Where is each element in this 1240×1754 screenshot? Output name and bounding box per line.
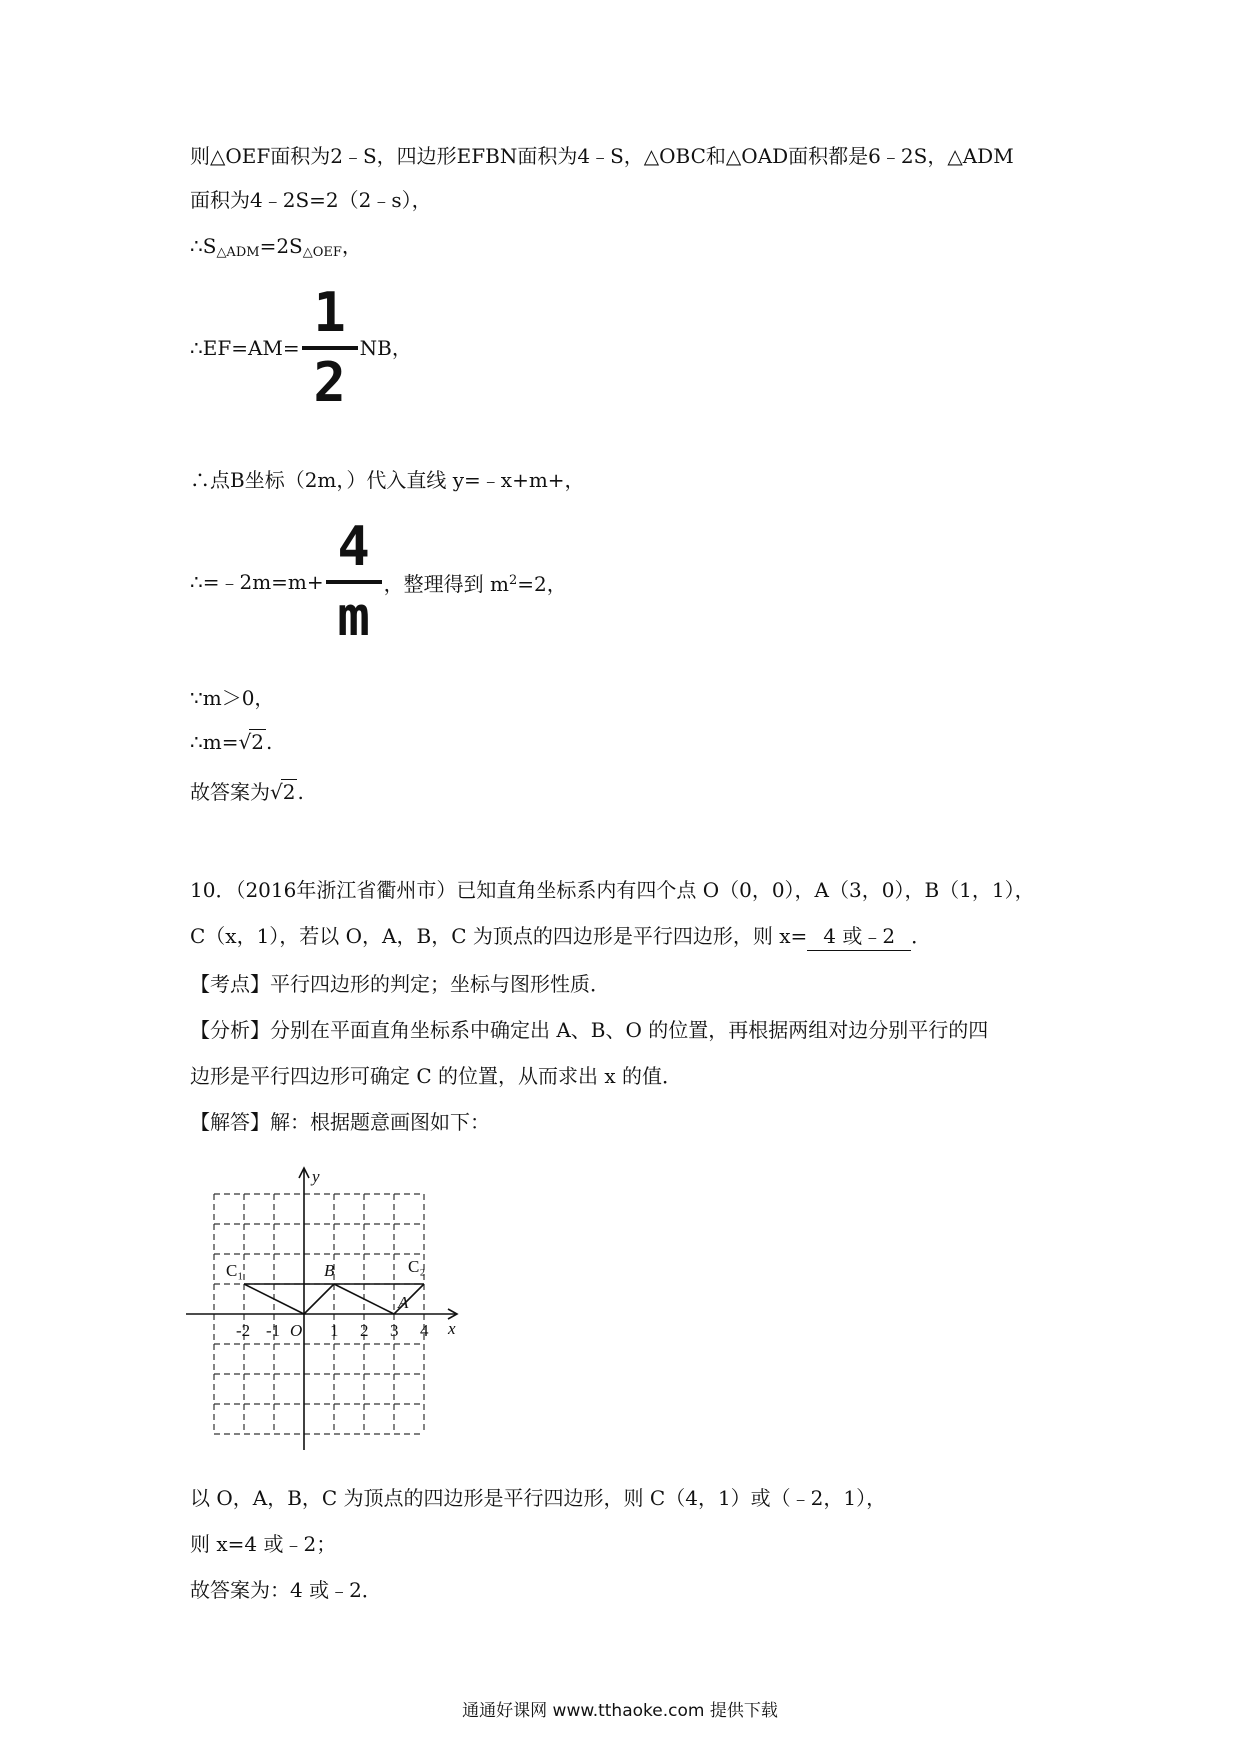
line9-suffix: . <box>297 780 304 804</box>
solution-line-9 <box>190 778 304 806</box>
tick-label: 1 <box>330 1321 339 1340</box>
fraction-bar <box>302 346 358 350</box>
sqrt-2 <box>270 778 297 806</box>
kaodian-text: 平行四边形的判定；坐标与图形性质． <box>270 972 610 996</box>
answer-blank: 4 或﹣2 <box>807 922 911 951</box>
conclusion-line-3: 故答案为：4 或﹣2． <box>190 1578 382 1602</box>
line8-suffix: . <box>265 730 273 754</box>
conclusion-line-1: 以 O，A，B，C 为顶点的四边形是平行四边形，则 C（4，1）或（﹣2，1）， <box>190 1486 887 1510</box>
tick-label: -1 <box>266 1321 281 1340</box>
y-axis-label: y <box>312 1167 320 1186</box>
line6-sup: 2 <box>508 572 518 588</box>
fraction-denominator: m <box>337 585 370 648</box>
solution-line-6 <box>190 515 567 648</box>
page-footer: 通通好课网 www.tthaoke.com 提供下载 <box>462 1701 778 1721</box>
fraction-denominator: 2 <box>313 351 346 414</box>
sqrt-symbol: √ <box>238 730 252 754</box>
fraction-numerator: 1 <box>313 281 346 344</box>
solution-line-3 <box>190 232 362 267</box>
point-label-b: B <box>324 1261 335 1280</box>
tick-label: 4 <box>420 1321 429 1340</box>
line6-suffix: =2， <box>517 571 567 596</box>
line6-prefix: ∴=﹣2m=m+ <box>190 570 324 594</box>
problem10-line2-suffix: ． <box>911 924 932 948</box>
solution-line-1: 则△OEF面积为2﹣S，四边形EFBN面积为4﹣S，△OBC和△OAD面积都是6﹣2S，△ADM <box>190 144 1014 168</box>
kaodian-line <box>190 970 610 998</box>
problem10-line-2 <box>190 922 931 951</box>
line8-prefix: ∴m= <box>190 730 239 754</box>
line3-sub-1: △ADM <box>216 245 260 260</box>
axes <box>186 1168 457 1450</box>
problem10-line2-prefix: C（x，1），若以 O，A，B，C 为顶点的四边形是平行四边形，则 x= <box>190 924 808 948</box>
solution-line-5: ∴点B坐标（2m，）代入直线 y=﹣x+m+， <box>190 468 585 492</box>
line9-prefix: 故答案为 <box>190 780 270 804</box>
line3-suffix: ， <box>341 234 362 258</box>
point-label-a: A <box>398 1293 409 1312</box>
coordinate-graph <box>186 1164 496 1450</box>
jieda-text: 解：根据题意画图如下： <box>270 1110 490 1134</box>
fenxi-line-1 <box>190 1016 988 1044</box>
sqrt-2 <box>238 728 265 756</box>
x-axis-label: x <box>448 1319 456 1338</box>
line6-mid: ，整理得到 m <box>383 571 509 596</box>
line3-sub-2: △OEF <box>302 245 342 260</box>
conclusion-line-2: 则 x=4 或﹣2； <box>190 1532 337 1556</box>
origin-label: O <box>290 1321 303 1340</box>
line3-prefix: ∴S <box>190 234 217 258</box>
tick-label: -2 <box>236 1321 251 1340</box>
fenxi-line-2: 边形是平行四边形可确定 C 的位置，从而求出 x 的值． <box>190 1064 683 1088</box>
kaodian-label: 【考点】 <box>190 972 270 996</box>
solution-line-2: 面积为4﹣2S=2（2﹣s）， <box>190 188 432 212</box>
line3-mid: =2S <box>259 234 303 258</box>
fraction-four-over-m <box>326 515 382 648</box>
fenxi-label: 【分析】 <box>190 1018 270 1042</box>
fraction-one-half <box>302 281 358 414</box>
sqrt-symbol: √ <box>270 780 283 804</box>
fraction-bar <box>326 580 382 584</box>
fenxi-text-1: 分别在平面直角坐标系中确定出 A、B、O 的位置，再根据两组对边分别平行的四 <box>270 1018 989 1042</box>
fraction-numerator: 4 <box>337 515 370 578</box>
point-label-c2: C₂ <box>408 1257 426 1276</box>
solution-line-4 <box>190 281 412 414</box>
jieda-label: 【解答】 <box>190 1110 270 1134</box>
tick-label: 2 <box>360 1321 369 1340</box>
point-label-c1: C₁ <box>226 1261 244 1280</box>
line-o-b <box>304 1284 334 1314</box>
solution-line-7: ∵m＞0， <box>190 686 275 710</box>
problem10-line-1: 10．（2016年浙江省衢州市）已知直角坐标系内有四个点 O（0，0），A（3，0），B（1，1）， <box>190 878 1035 902</box>
jieda-line <box>190 1108 490 1136</box>
line4-prefix: ∴EF=AM= <box>190 336 300 360</box>
solution-line-8 <box>190 728 272 756</box>
sqrt-radicand: 2 <box>251 730 264 754</box>
line4-suffix: NB， <box>359 336 412 360</box>
sqrt-radicand: 2 <box>282 780 296 804</box>
tick-label: 3 <box>390 1321 399 1340</box>
